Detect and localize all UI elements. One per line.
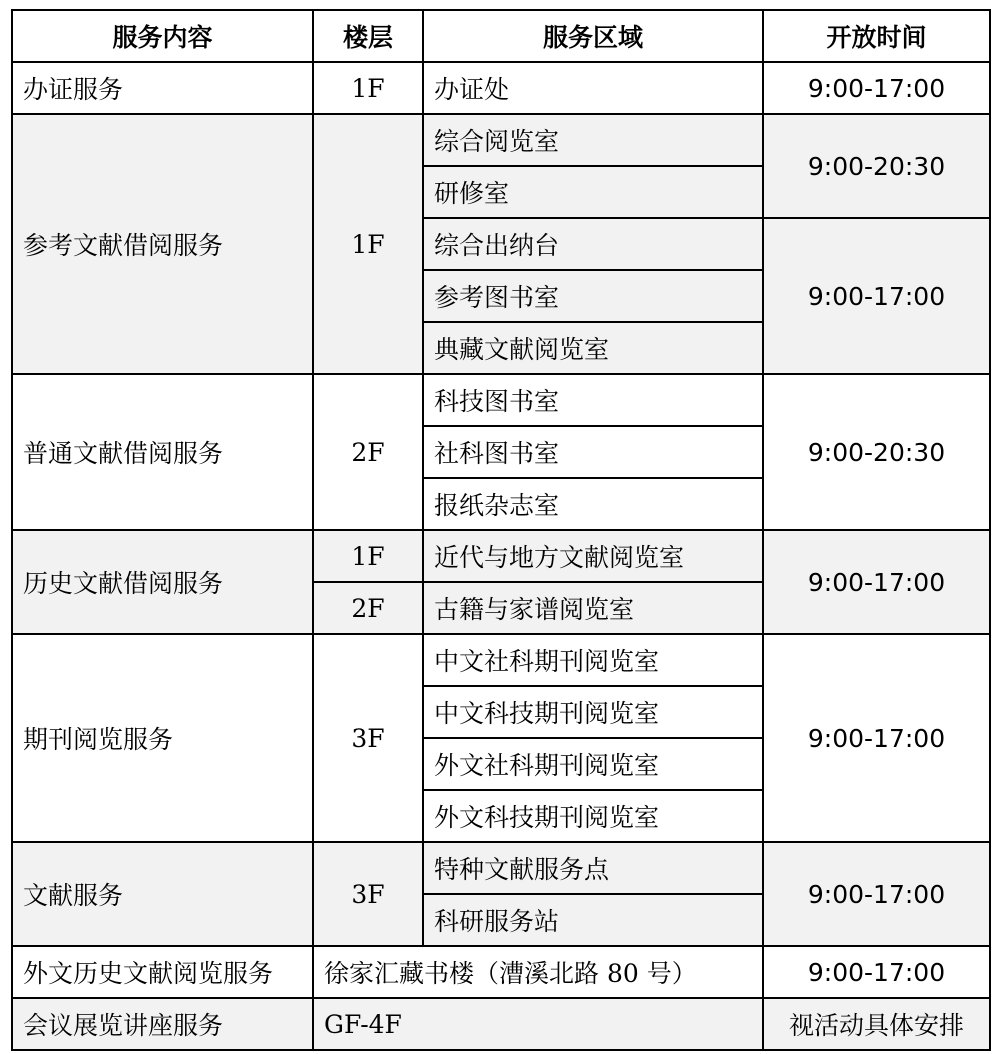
area-cell: 中文科技期刊阅览室	[423, 686, 763, 738]
service-cell: 外文历史文献阅览服务	[12, 946, 313, 998]
area-cell: 办证处	[423, 62, 763, 114]
table-row	[12, 946, 990, 998]
hours-cell: 9:00-17:00	[763, 946, 990, 998]
area-cell: 参考图书室	[423, 270, 763, 322]
table-row	[12, 530, 990, 582]
floor-cell: 3F	[313, 842, 423, 946]
floor-cell: 1F	[313, 530, 423, 582]
area-cell: 特种文献服务点	[423, 842, 763, 894]
floor-cell: 2F	[313, 582, 423, 634]
header-hours: 开放时间	[763, 10, 990, 62]
service-cell: 会议展览讲座服务	[12, 998, 313, 1050]
hours-cell: 9:00-17:00	[763, 62, 990, 114]
floor-cell: 1F	[313, 62, 423, 114]
floor-cell: 1F	[313, 114, 423, 374]
table-row	[12, 998, 990, 1050]
table-row	[12, 374, 990, 426]
hours-cell: 9:00-20:30	[763, 374, 990, 530]
service-cell: 参考文献借阅服务	[12, 114, 313, 374]
service-cell: 普通文献借阅服务	[12, 374, 313, 530]
header-row	[12, 10, 990, 62]
floor-cell: 2F	[313, 374, 423, 530]
hours-cell: 9:00-17:00	[763, 842, 990, 946]
area-cell: 研修室	[423, 166, 763, 218]
table-row	[12, 634, 990, 686]
service-cell: 历史文献借阅服务	[12, 530, 313, 634]
hours-cell: 9:00-17:00	[763, 634, 990, 842]
library-service-schedule-table	[11, 9, 991, 1051]
hours-cell: 9:00-20:30	[763, 114, 990, 218]
area-cell: 科研服务站	[423, 894, 763, 946]
area-cell: 外文科技期刊阅览室	[423, 790, 763, 842]
service-cell: 办证服务	[12, 62, 313, 114]
hours-cell: 9:00-17:00	[763, 530, 990, 634]
hours-cell: 9:00-17:00	[763, 218, 990, 374]
header-service: 服务内容	[12, 10, 313, 62]
table-row	[12, 114, 990, 166]
area-cell: 外文社科期刊阅览室	[423, 738, 763, 790]
table-row	[12, 842, 990, 894]
header-area: 服务区域	[423, 10, 763, 62]
table-row	[12, 62, 990, 114]
service-cell: 期刊阅览服务	[12, 634, 313, 842]
header-floor: 楼层	[313, 10, 423, 62]
area-cell: 报纸杂志室	[423, 478, 763, 530]
area-cell: 中文社科期刊阅览室	[423, 634, 763, 686]
area-cell: 典藏文献阅览室	[423, 322, 763, 374]
area-cell: 社科图书室	[423, 426, 763, 478]
hours-cell: 视活动具体安排	[763, 998, 990, 1050]
floor-cell: 3F	[313, 634, 423, 842]
area-cell: 综合阅览室	[423, 114, 763, 166]
service-cell: 文献服务	[12, 842, 313, 946]
location-cell: 徐家汇藏书楼（漕溪北路 80 号）	[313, 946, 763, 998]
area-cell: 综合出纳台	[423, 218, 763, 270]
location-cell: GF-4F	[313, 998, 763, 1050]
area-cell: 古籍与家谱阅览室	[423, 582, 763, 634]
area-cell: 科技图书室	[423, 374, 763, 426]
area-cell: 近代与地方文献阅览室	[423, 530, 763, 582]
